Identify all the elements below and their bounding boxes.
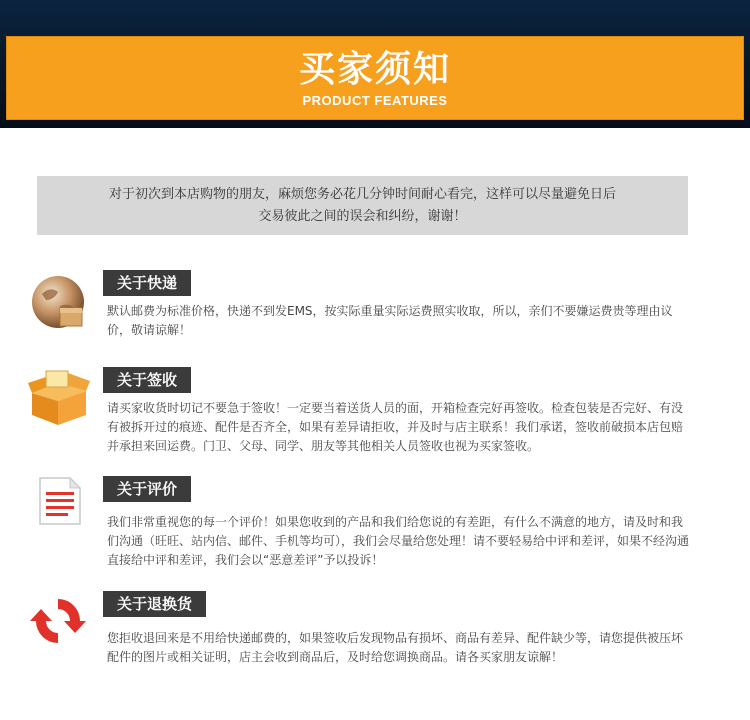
page-subtitle: PRODUCT FEATURES [302,93,448,108]
section-text: 默认邮费为标准价格，快递不到发EMS，按实际重量实际运费照实收取，所以，亲们不要嫌运费贵等理由议价，敬请谅解！ [107,304,673,337]
section-text: 请买家收货时切记不要急于签收！一定要当着送货人员的面，开箱检查完好再签收。检查包装是否完好、有没有被拆开过的痕迹、配件是否齐全，如果有差异请拒收，并及时与店主联系！我们承诺，签收前破损本店包赔并承担来回运费。门卫、父母、同学、朋友等其他相关人员签收也视为买家签收。 [107,401,684,453]
document-icon [28,476,90,538]
intro-line: 对于初次到本店购物的朋友，麻烦您务必花几分钟时间耐心看完，这样可以尽量避免日后 [108,187,616,202]
title-banner [6,36,744,120]
globe-icon [28,270,90,332]
section-heading: 关于退换货 [103,591,206,617]
intro-notice [37,176,688,235]
section-text: 您拒收退回来是不用给快递邮费的，如果签收后发现物品有损坏、商品有差异、配件缺少等，请您提供被压坏配件的图片或相关证明，店主会收到商品后，及时给您调换商品。请各买家朋友谅解！ [107,631,684,664]
exchange-arrows-icon [28,591,90,653]
page-title: 买家须知 [298,49,451,90]
package-box-icon [28,367,90,429]
intro-line: 交易彼此之间的误会和纠纷，谢谢！ [258,209,467,224]
section-heading: 关于快递 [103,270,191,296]
section-heading: 关于评价 [103,476,191,502]
section-text: 我们非常重视您的每一个评价！如果您收到的产品和我们给您说的有差距，有什么不满意的地方，请及时和我们沟通（旺旺、站内信、邮件、手机等均可），我们会尽量给您处理！请不要轻易给中评和差评，如果不经沟通直接给中评和差评，我们会以“恶意差评”予以投诉！ [107,515,690,567]
section-heading: 关于签收 [103,367,191,393]
